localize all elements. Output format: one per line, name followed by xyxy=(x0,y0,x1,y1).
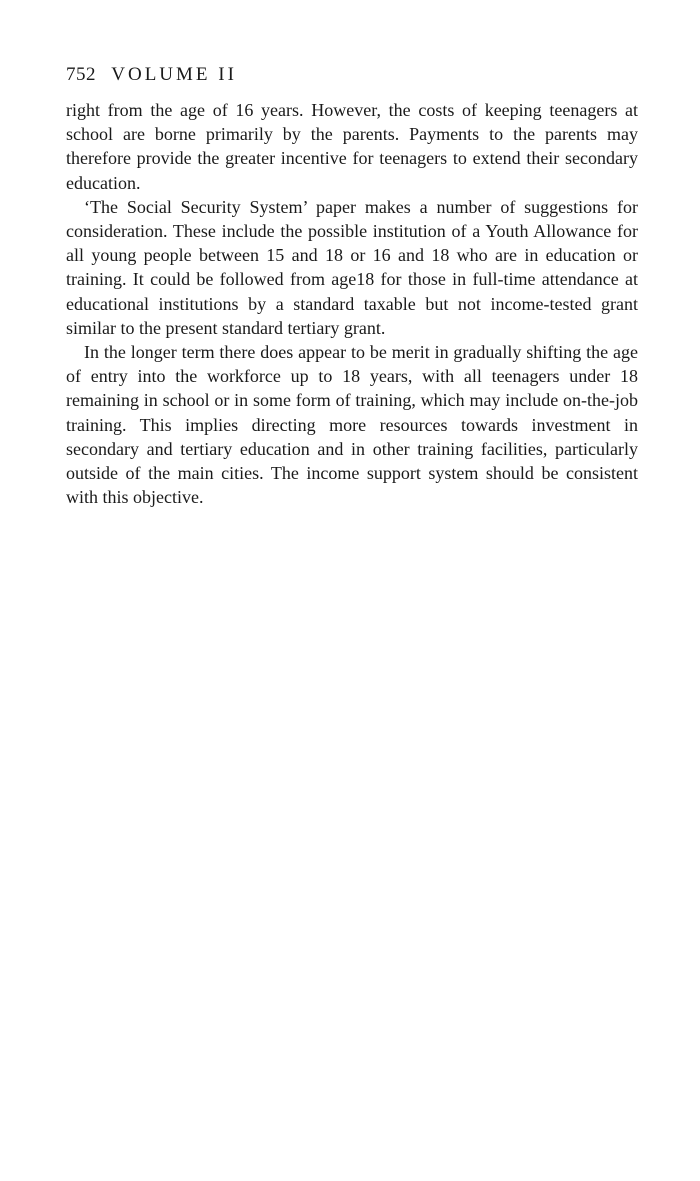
page-number: 752 xyxy=(66,64,96,85)
paragraph-longer-term: In the longer term there does appear to be merit in gradually shifting the age of entry into the workforce up to 18 years, with all teenagers under 18 remaining in school or in some form of training, which may include on-the-job training. This implies directing more resources towards investment in secondary and tertiary education and in other training facilities, particularly outside of the main cities. The income support system should be consistent with this objective. xyxy=(66,342,638,508)
paragraph-social-security: ‘The Social Security System’ paper makes a number of suggestions for consideration. These include the possible institution of a Youth Allowance for all young people between 15 and 18 or 16 and 18 who are in education or training. It could be followed from age18 for those in full-time attendance at educational institutions by a standard taxable but not income-tested grant similar to the present standard tertiary grant. xyxy=(66,196,638,338)
volume-label: VOLUME II xyxy=(111,64,237,85)
running-head xyxy=(66,62,638,88)
paragraph-continuation: right from the age of 16 years. However, the costs of keeping teenagers at school are borne primarily by the parents. Payments to the parents may therefore provide the greater incentive for teenagers to extend their secondary education. xyxy=(66,100,638,193)
page xyxy=(66,62,638,509)
body-text xyxy=(66,98,638,509)
